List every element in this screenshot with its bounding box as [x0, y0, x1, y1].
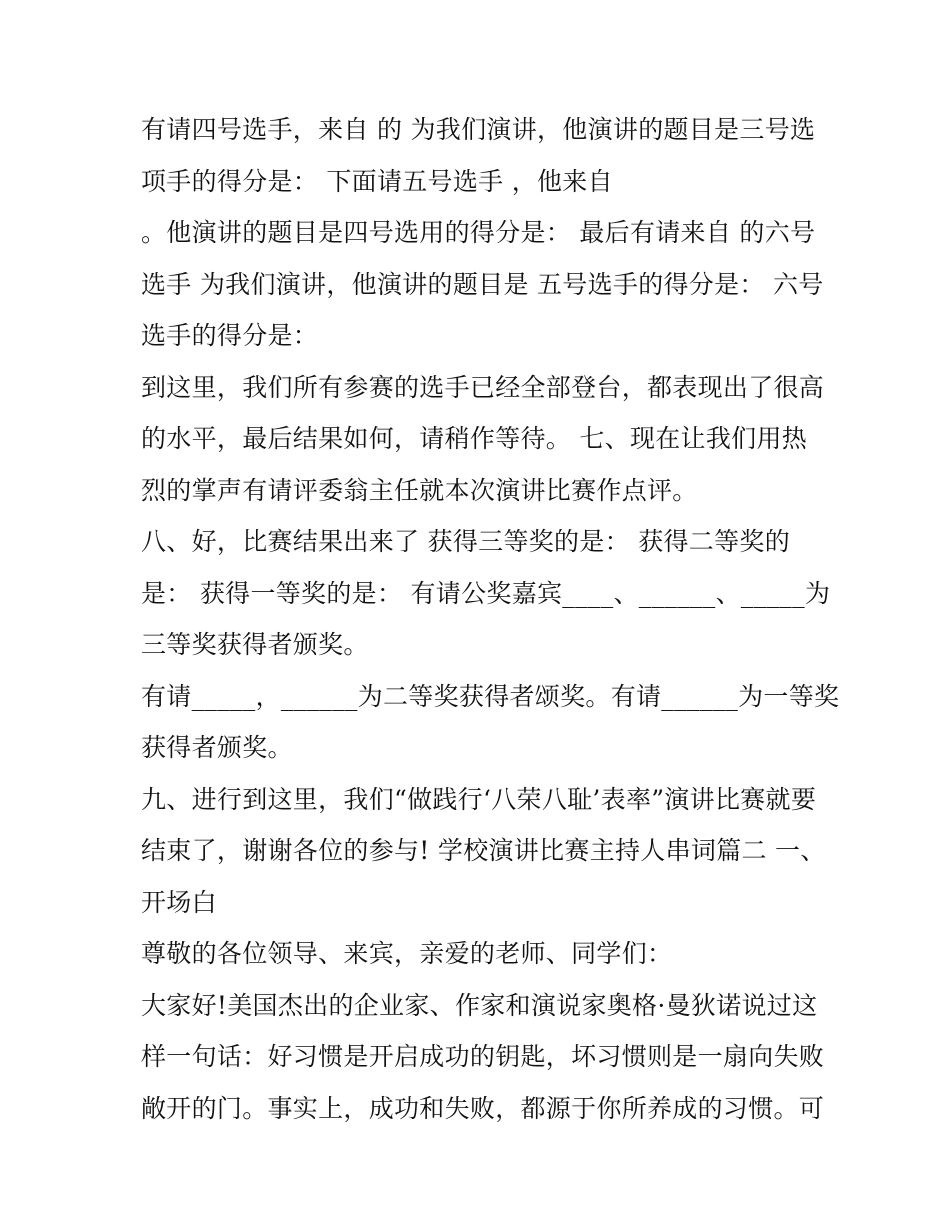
text-line: 获得者颁奖。: [141, 733, 293, 762]
text-line: 是： 获得一等奖的是： 有请公奖嘉宾____、______、_____为: [141, 578, 831, 608]
text-line: 有请四号选手，来自 的 为我们演讲，他演讲的题目是三号选: [141, 115, 816, 144]
text-line: 尊敬的各位领导、来宾，亲爱的老师、同学们：: [141, 939, 673, 968]
text-line: 有请_____，______为二等奖获得者颂奖。有请______为一等奖: [141, 681, 840, 711]
text-line: 大家好!美国杰出的企业家、作家和演说家奥格·曼狄诺说过这: [141, 990, 818, 1020]
text-line: 。他演讲的题目是四号选用的得分是： 最后有请来自 的六号: [141, 218, 816, 247]
text-line: 八、好，比赛结果出来了 获得三等奖的是： 获得二等奖的: [141, 527, 790, 556]
document-body: [141, 104, 840, 1134]
text-line: 开场白: [141, 887, 217, 917]
text-line: 结束了，谢谢各位的参与! 学校演讲比赛主持人串词篇二 一、: [141, 836, 826, 865]
text-line: 敞开的门。事实上，成功和失败，都源于你所养成的习惯。可: [141, 1093, 825, 1123]
text-line: 的水平，最后结果如何，请稍作等待。 七、现在让我们用热: [141, 424, 808, 453]
text-line: 到这里，我们所有参赛的选手已经全部登台，都表现出了很高: [141, 372, 825, 402]
text-line: 样一句话：好习惯是开启成功的钥匙，坏习惯则是一扇向失败: [141, 1042, 825, 1071]
text-line: 三等奖获得者颁奖。: [141, 630, 369, 659]
text-line: 烈的掌声有请评委翁主任就本次演讲比赛作点评。: [141, 475, 698, 505]
text-line: 选手的得分是：: [141, 321, 319, 350]
text-line: 九、进行到这里，我们“做践行‘八荣八耻’表率”演讲比赛就要: [141, 784, 817, 814]
text-line: 项手的得分是： 下面请五号选手 ，他来自: [141, 166, 613, 196]
text-line: 选手 为我们演讲，他演讲的题目是 五号选手的得分是： 六号: [141, 269, 824, 299]
